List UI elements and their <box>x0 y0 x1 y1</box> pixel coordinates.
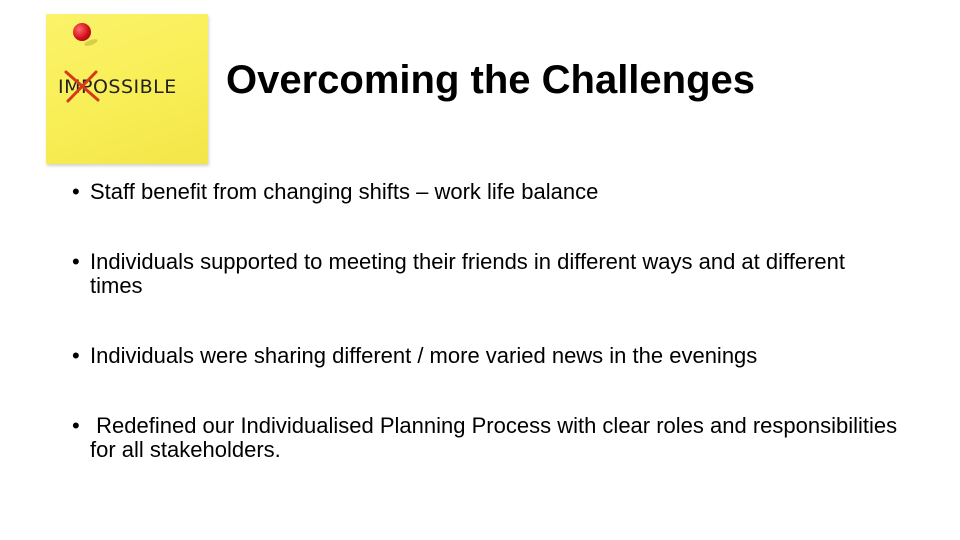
bullet-marker: • <box>72 179 80 204</box>
bullet-marker: • <box>72 413 80 438</box>
bullet-marker: • <box>72 343 80 368</box>
bullet-item <box>72 414 902 462</box>
bullet-text: Staff benefit from changing shifts – work life balance <box>90 179 599 204</box>
bullet-text: Individuals supported to meeting their friends in different ways and at different times <box>90 249 845 298</box>
red-pushpin-icon <box>73 23 91 41</box>
bullet-text: Individuals were sharing different / more varied news in the evenings <box>90 343 758 368</box>
bullet-list <box>72 180 902 462</box>
red-cross-icon <box>62 68 102 104</box>
bullet-item <box>72 250 902 298</box>
sticky-note-word: IMPOSSIBLE <box>58 76 177 98</box>
bullet-text: Redefined our Individualised Planning Process with clear roles and responsibilities for all stakeholders. <box>90 413 904 462</box>
bullet-item <box>72 344 902 368</box>
bullet-item <box>72 180 902 204</box>
slide-title: Overcoming the Challenges <box>226 58 756 102</box>
bullet-marker: • <box>72 249 80 274</box>
